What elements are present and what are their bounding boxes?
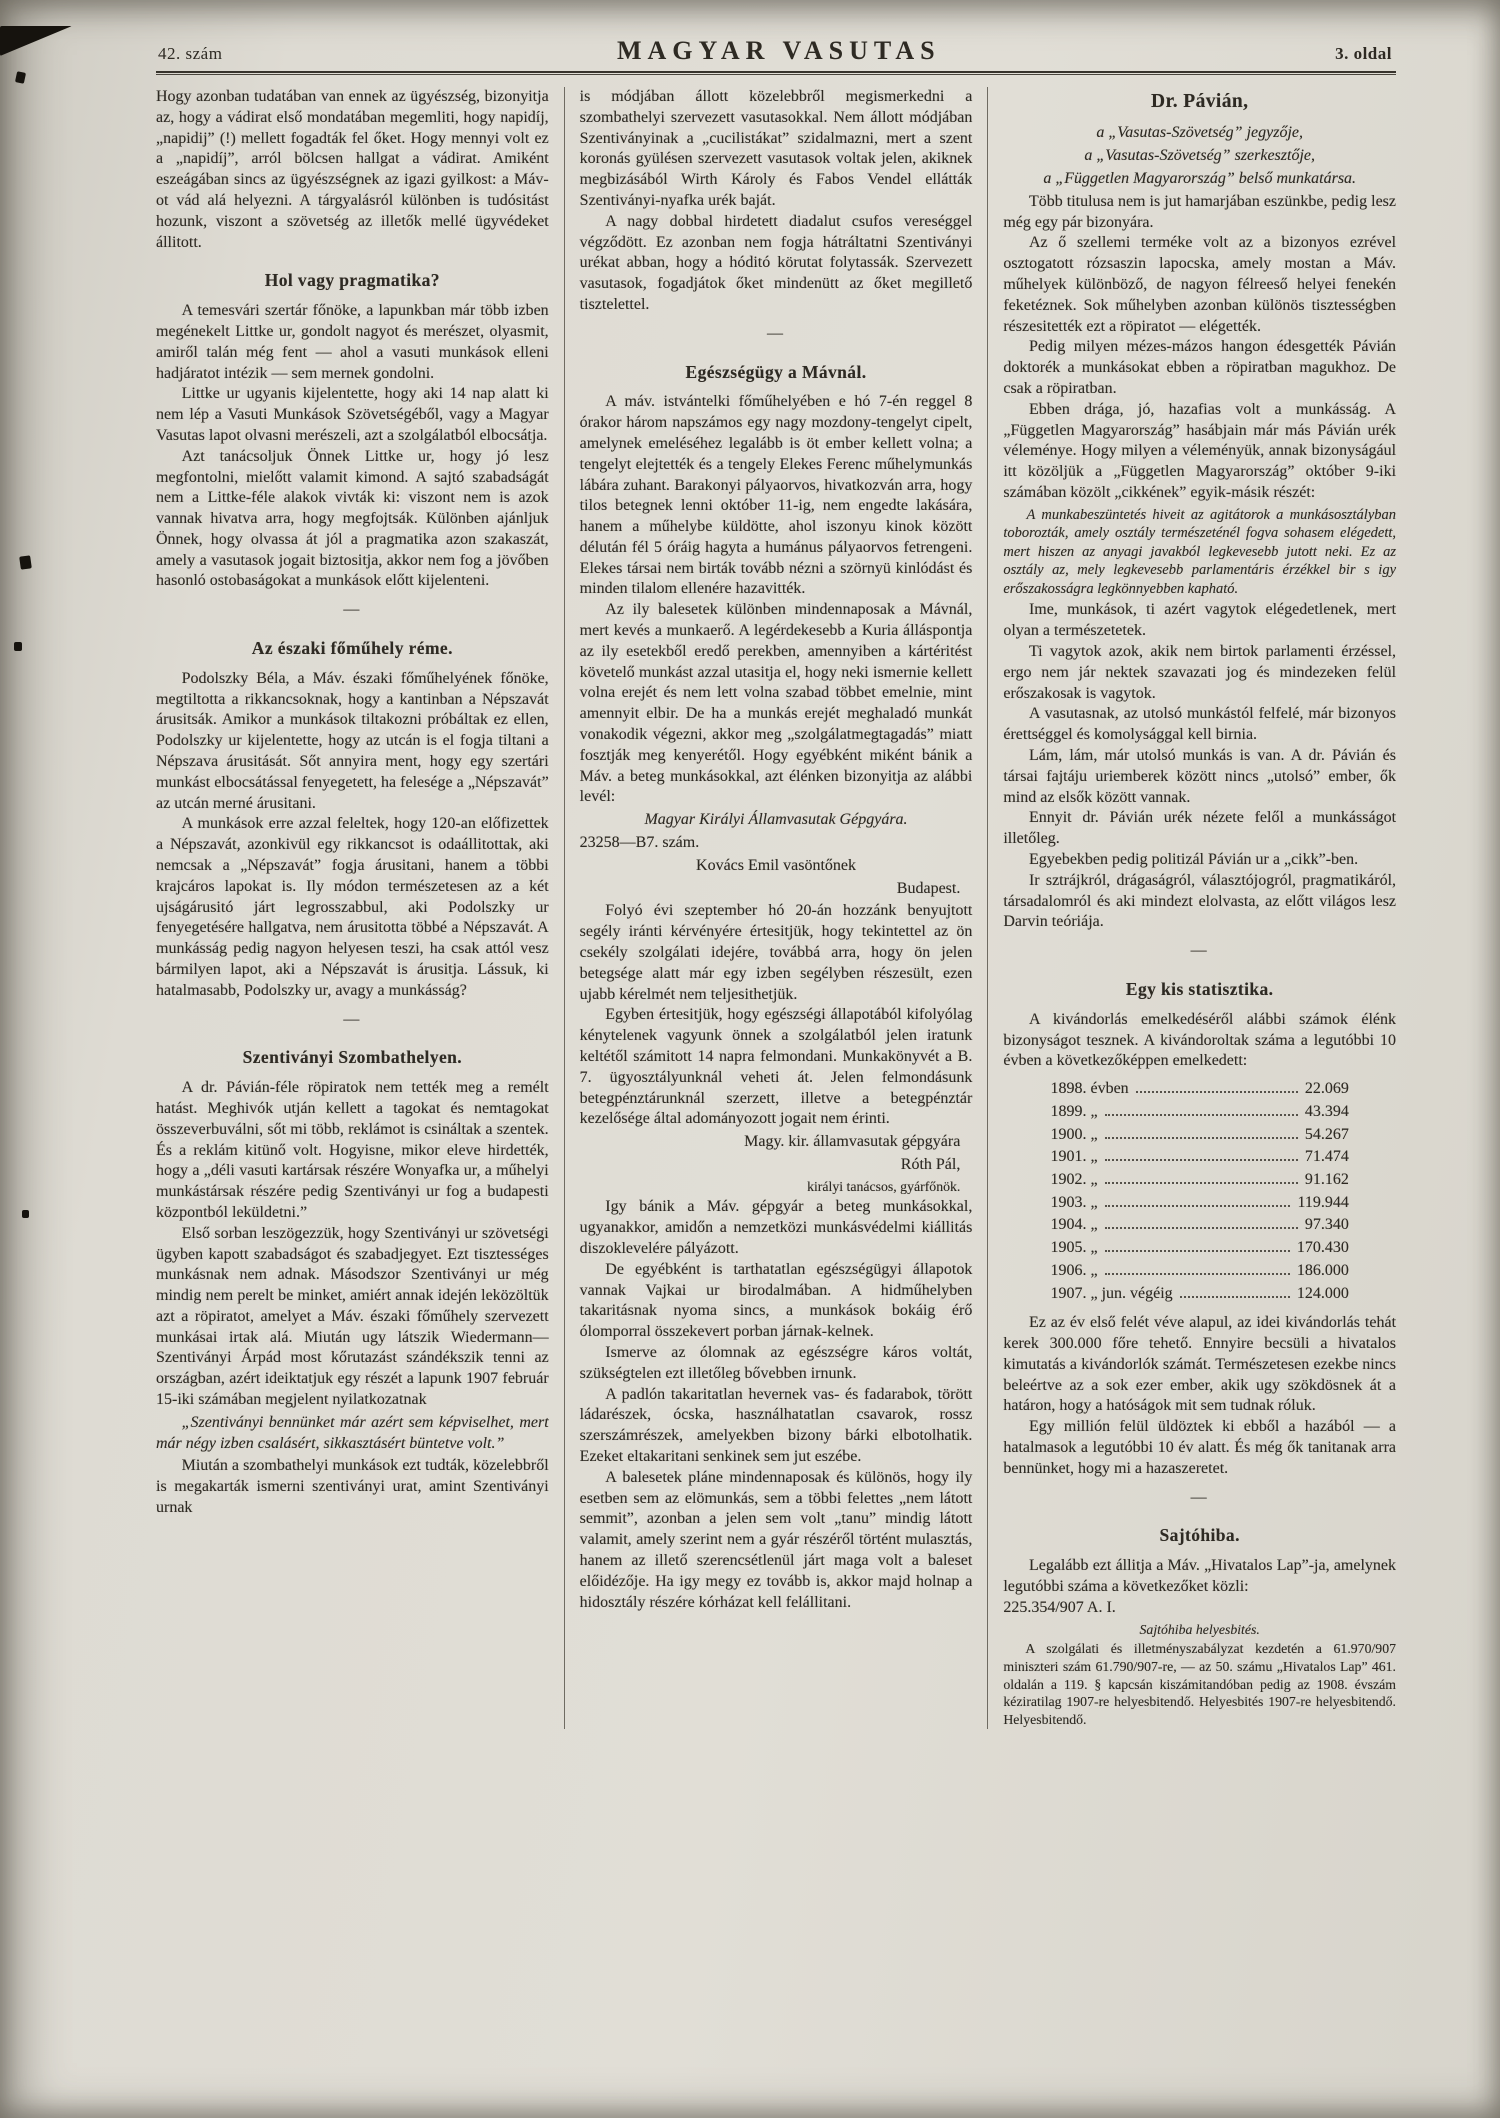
article-paragraph: Folyó évi szeptember hó 20-án hozzánk benyujtott segély iránti kérvényére értesitjük, hogy tekintettel az ön csekély szolgálati idejére, továbbá arra, hogy ön jelen betegsége alatt már egy izben segélyben részesült, ezen ujabb kérelmét nem teljesithetjük. (579, 902, 973, 1003)
scan-artifact (19, 555, 32, 569)
section-separator: — (1190, 1488, 1209, 1506)
article-columns (156, 87, 1396, 1729)
article-heading: Hol vagy pragmatika? (264, 270, 440, 291)
stat-year: 1900. „ (1050, 1125, 1098, 1143)
centered-line: Kovács Emil vasöntőnek (696, 856, 856, 874)
stat-value: 43.394 (1304, 1102, 1349, 1120)
dot-leader (1105, 1250, 1290, 1252)
article-paragraph: A munkások erre azzal feleltek, hogy 120-an előfizettek a Népszavát, azonkivül egy rikkancsot is odaállitottak, aki nemcsak a „Népszavát” fogja árusitani, hanem a többi krajcáros lapokat is. Ily módon természetesen az a két ujságárusitó járt legrosszabbul, aki Podolszky ur fenyegetésére hallgatva, nem árusitotta többé a Népszavát. A munkásság pedig nagyon helyesen teszi, ha csak attól vesz bármilyen lapot, aki a Népszavát is árusitja. Lássuk, ki hatalmasabb, Podolszky ur, avagy a munkásság? (156, 815, 549, 999)
section-separator: — (767, 324, 785, 342)
article-paragraph: A szolgálati és illetményszabályzat kezdetén a 61.970/907 miniszteri szám 61.790/907-re, — az 50. számu „Hivatalos Lap” 461. oldalán a 119. § kapcsán kiszámitandóban pedig az 1908. évszám kéziratilag 1907-re helyesbitendő. Helyesbités 1907-re helyesbitendő. Helyesbitendő. (1003, 1641, 1397, 1727)
article-paragraph: Egy millión felül üldöztek ki ebből a hazából — a hatalmasok a legutóbbi 10 év alatt. És még ők tanitanak arra bennünket, hogy mi a hazaszeretet. (1003, 1418, 1397, 1477)
article-paragraph: A balesetek pláne mindennaposak és különös, hogy ily esetben sem az elömunkás, sem a többi felettes „nem látott semmit”, azonban a jelen sem volt „tanu” mindig látott valamit, amely szerint nem a gyár részéről történt mulasztás, hanem az illető szerencsétlenül járt maga volt a baleset előidézője. Ha igy megy ez tovább is, akkor majd holnap a hidosztály részére kórházat kell felállitani. (579, 1468, 973, 1611)
column-left (156, 87, 549, 1729)
centered-line: a „Vasutas-Szövetség” szerkesztője, (1084, 147, 1315, 165)
article-paragraph: Littke ur ugyanis kijelentette, hogy aki 14 nap alatt ki nem lép a Vasuti Munkások Szövetségéből, vagy a Magyar Vasutas lapot olvasni merészeli, azt a szolgálatból elbocsátja. (156, 385, 549, 444)
stat-row (1050, 1214, 1348, 1237)
article-paragraph: Ti vagytok azok, akik nem birtok parlamenti érzéssel, ergo nem jár nektek szavazati jog és mindezeken felül erőszakosak is vagytok. (1003, 643, 1397, 702)
scan-artifact (15, 71, 26, 84)
article-paragraph: Egyben értesitjük, hogy egészségi állapotából kifolyólag kénytelenek vagyunk önnek a szolgálatból jelen iratunk keltétől számitott 14 napra felmondani. Munkakönyvét a B. 7. ügyosztályunknál veheti át. Jelen felmondásunk betegpénztárunknál szerzett, illetve a betegpénztár kezelősége által adományozott jogait nem érinti. (579, 1006, 973, 1128)
article-paragraph: Ime, munkások, ti azért vagytok elégedetlenek, mert olyan a természetetek. (1003, 601, 1397, 640)
stat-row (1050, 1283, 1348, 1306)
article-paragraph: Hogy azonban tudatában van ennek az ügyészség, bizonyitja az, hogy a vádirat első mondatában megemliti, hogy napidíj, „napidij” (!) mellett fogadták fel őket. Hogy mennyi volt ez a „napidíj”, arról bölcsen hallgat a vádirat. Amiként eszeágában sincs az ügyészségnek az igazi gyilkost: a Máv-ot vád alá helyezni. A tárgyalásról különben is tudósitást hozunk, viszont a szövetség az illetők mellé ügyvédeket állitott. (156, 88, 549, 251)
right-aligned-line: Magy. kir. államvasutak gépgyára (744, 1133, 961, 1151)
right-aligned-line: Budapest. (896, 879, 961, 897)
article-heading: Egészségügy a Mávnál. (685, 361, 867, 382)
stat-value: 54.267 (1304, 1125, 1349, 1143)
stat-year: 1906. „ (1050, 1261, 1098, 1279)
article-paragraph: Podolszky Béla, a Máv. északi főműhelyének főnöke, megtiltotta a rikkancsoknak, hogy a kantinban a Népszavát árusitsák. Amikor a munkások tiltakozni próbáltak ez ellen, Podolszky ur kijelentette, hogy az utcán is el fogja tiltani a Népszava árusitását. Sőt annyira ment, hogy egy szertári munkást elbocsátással fenyegetett, ha felesége a „Népszavát” az utcán merné árusitani. (156, 669, 549, 812)
stat-value: 124.000 (1296, 1284, 1349, 1302)
emigration-statistics (1050, 1078, 1348, 1305)
masthead-rule (156, 71, 1396, 75)
dot-leader (1105, 1182, 1298, 1184)
stat-year: 1901. „ (1050, 1148, 1098, 1166)
article-paragraph: is módjában állott közelebbről megismerkedni a szombathelyi szervezett vasutasokkal. Nem állott módjában Szentiványinak a „cucilistákat” szidalmazni, mert a szent koronás gyülésen szervezett vasutasok voltak jelen, akiknek megbizásából Wirth Károly és Fabos Vendel ellátták Szentiványi-nyafka urék baját. (579, 88, 973, 209)
section-separator: — (1190, 942, 1209, 960)
article-paragraph: A dr. Pávián-féle röpiratok nem tették meg a remélt hatást. Meghivók utján kellett a tagokat és nemtagokat összeverbuválni, sőt mi több, reklámot is csináltak a szentek. És a reklám kitünő volt. Hogyisne, mikor eleve hirdették, hogy a „déli vasuti kartársak részére Wonyafka ur, a műhelyi munkástársak részére pedig Szentiványi ur fog a budapesti központból leküldetni.” (156, 1079, 549, 1221)
article-paragraph: A máv. istvántelki főműhelyében e hó 7-én reggel 8 órakor három napszámos egy nagy mozdony-tengelyt cipelt, amelynek emeléséhez legalább is öt ember kellett volna; a tengelyt elejtették és a tengely Elekes Ferenc műhelymunkás lábára zuhant. Barakonyi pályaorvos, hivatkozván arra, hogy tilos betegnek lenni október 11-ig, nem engedte lakására, hanem a műhelybe küldötte, ahol iszonyu kinok között délután fél 5 óráig hagyta a humánus pályaorvos fetrengeni. Elekes társai nem birták tovább nézni a szörnyü kinlódást és minden tilalom ellenére hazavitték. (579, 393, 973, 598)
stat-row (1050, 1101, 1348, 1124)
article-heading: Szentiványi Szombathelyen. (242, 1047, 463, 1068)
article-paragraph: Lám, lám, már utolsó munkás is van. A dr. Pávián és társai fajtáju uriemberek között nincs „utolsó” ember, ők mind az elsők között vannak. (1003, 747, 1397, 806)
article-paragraph: Ir sztrájkról, drágaságról, választójogról, pragmatikáról, társadalomról és aki mindezt elolvasta, az előtt világos lesz Darvin teóriája. (1003, 871, 1397, 931)
centered-line: Magyar Királyi Államvasutak Gépgyára. (644, 811, 908, 829)
stat-row (1050, 1237, 1348, 1260)
article-paragraph: Az ily balesetek különben mindennaposak a Mávnál, mert kevés a munkaerő. A legérdekesebb a Kuria álláspontja az ily esetekből eredő perekben, amennyiben a kártéritést követelő munkást azzal utasitja el, hogy neki ismernie kellett volna erejét és nem lett volna szabad többet emelnie, mint amennyit elbir. De ha a munkás erejét meghaladó munkát vonakodik végezni, akkor meg „szolgálatmegtagadás” miatt fosztják meg kenyerétől. Hogy egyébként miként bánik a Máv. a beteg munkásokkal, azt élénken bizonyitja az alábbi levél: (579, 601, 973, 806)
dot-leader (1105, 1159, 1298, 1161)
stat-value: 170.430 (1296, 1239, 1349, 1257)
dot-leader (1105, 1227, 1298, 1229)
newspaper-title: MAGYAR VASUTAS (616, 36, 941, 65)
article-paragraph: Azt tanácsoljuk Önnek Littke ur, hogy jó lesz megfontolni, mielőtt valamit kimond. A sajtó szabadságát nem a Littke-féle alakok vivták ki: viszont nem is azok vannak hivatva arra, hogy megfojtsák. Különben ajánljuk Önnek, hogy olvassa át jól a pragmatika azon szakaszát, amely a vasutasok jogait biztositja, akkor nem fog a jövőben hasonló ostobaságokat a munkások előtt kijelenteni. (156, 447, 549, 590)
dot-leader (1105, 1205, 1291, 1207)
scan-artifact (14, 642, 22, 651)
stat-value: 71.474 (1304, 1148, 1349, 1166)
stat-value: 186.000 (1296, 1261, 1349, 1279)
stat-value: 119.944 (1297, 1193, 1349, 1211)
stat-year: 1902. „ (1050, 1170, 1098, 1188)
page-number: 3. oldal (1335, 44, 1392, 63)
article-paragraph: Első sorban leszögezzük, hogy Szentiványi ur szövetségi ügyben kapott szabadságot és szabadjegyet. Ezt tisztességes munkásnak nem adnak. Másodszor Szentiványi ur még mindig nem perelt be minket, amiért annak idején leközöltük azt a röpiratot, amelyet a Máv. északi főműhely szervezett munkásai irtak alá. Miután ugy látszik Wiedermann—Szentiványi Árpád most kőrutazást szándékszik tenni az országban, azért ideiktatjuk egy részét a lapunk 1907 február 15-iki számában megjelent nyilatkozatnak (156, 1224, 549, 1409)
article-paragraph: Több titulusa nem is jut hamarjában eszünkbe, pedig lesz még egy pár bizonyára. (1003, 192, 1397, 231)
article-heading: Egy kis statisztika. (1125, 978, 1274, 999)
stat-row (1050, 1146, 1348, 1169)
article-paragraph: Ennyit dr. Pávián urék nézete felől a munkásságot illetőleg. (1003, 809, 1397, 848)
stat-value: 22.069 (1304, 1080, 1349, 1098)
stat-value: 97.340 (1304, 1216, 1349, 1234)
article-paragraph: 23258—B7. szám. (579, 834, 700, 852)
stat-year: 1905. „ (1050, 1239, 1098, 1257)
stat-row (1050, 1078, 1348, 1101)
article-paragraph: De egyébként is tarthatatlan egészségügyi állapotok vannak Vajkai ur birodalmában. A hidműhelyben takaritásnak nyoma sincs, a munkások bokáig érő ólomporral összekevert porban járnak-kelnek. (579, 1260, 973, 1341)
dot-leader (1136, 1091, 1298, 1093)
right-aligned-line: Róth Pál, (900, 1156, 961, 1173)
issue-number: 42. szám (158, 44, 223, 63)
article-paragraph: Igy bánik a Máv. gépgyár a beteg munkásokkal, ugyanakkor, amidőn a nemzetközi munkásvédelmi kiállitás diszoklevelére pályázott. (579, 1198, 973, 1258)
article-paragraph: Ismerve az ólomnak az egészségre káros voltát, szükségtelen ezt illetőleg bővebben irnunk. (579, 1344, 973, 1382)
article-paragraph: Az ő szellemi terméke volt az a bizonyos ezrével osztogatott rózsaszin lapocska, amely mostan a Máv. műhelyek különböző, de nagyon félreeső helyei fenekén feketéznek. Sok műhelyben azonban különös tisztességben részesitették ezt a röpiratot — elégették. (1003, 234, 1397, 335)
centered-line: a „Független Magyarország” belső munkatársa. (1043, 169, 1357, 187)
article-paragraph: Egyebekben pedig politizál Pávián ur a „cikk”-ben. (1028, 850, 1359, 868)
centered-line: Sajtóhiba helyesbités. (1139, 1621, 1260, 1637)
article-paragraph: Pedig milyen mézes-mázos hangon édesgették Pávián doktorék a munkásokat ebben a röpiratban magukhoz. De csak a röpiratban. (1003, 338, 1397, 397)
scan-artifact (22, 1210, 29, 1218)
article-paragraph: A vasutasnak, az utolsó munkástól felfelé, már bizonyos érettséggel és komolysággal kell birnia. (1003, 705, 1397, 744)
stat-row (1050, 1260, 1348, 1283)
dot-leader (1105, 1114, 1298, 1116)
article-paragraph: Miután a szombathelyi munkások ezt tudták, közelebbről is megakarták ismerni szentiványi urat, amint Szentiványi urnak (156, 1457, 549, 1517)
stat-year: 1899. „ (1050, 1102, 1098, 1120)
right-aligned-line: királyi tanácsos, gyárfőnök. (807, 1178, 961, 1194)
article-paragraph: A nagy dobbal hirdetett diadalut csufos vereséggel végződött. Ez azonban nem fogja hátráltatni Szentiványi urékat abban, hogy a hóditó körutat folytassák. Szervezett vasutasok, fogadjátok őket mindenütt az őket megillető tisztelettel. (579, 212, 973, 313)
stat-row (1050, 1192, 1348, 1215)
article-heading: Sajtóhiba. (1159, 1525, 1240, 1546)
article-paragraph: Legalább ezt állitja a Máv. „Hivatalos Lap”-ja, amelynek legutóbbi száma a következőket közli: (1003, 1557, 1397, 1596)
article-paragraph: Ebben drága, jó, hazafias volt a munkásság. A „Független Magyarország” hasábjain már más Pávián urék véleménye. Hogy milyen a véleményük, annak bizonyságául itt közöljük a „Független Magyarország” október 9-iki számában közölt „cikkének” egyik-másik részét: (1003, 400, 1397, 501)
quoted-text: „Szentiványi bennünket már azért sem képviselhet, mert már négy izben csalásért, sikkasztásért büntetve volt.” (156, 1413, 549, 1452)
article-paragraph: A temesvári szertár főnöke, a lapunkban már több izben megénekelt Littke ur, gondolt nagyot és merészet, olyasmit, amiről talán még fent — ahol a vasuti munkások elleni hadjáratot intézik — sem mernek gondolni. (156, 302, 549, 382)
column-middle (564, 87, 973, 1729)
scan-artifact (0, 26, 72, 56)
stat-year: 1903. „ (1050, 1193, 1098, 1211)
article-paragraph: Ez az év első felét véve alapul, az idei kivándorlás tehát kerek 300.000 főre tehető. Ennyire becsüli a hivatalos kimutatás a kivándorlók számát. Természetesen ezekbe nincs beleértve az a sok ezer ember, akik ugy szökdösnek át a határon, hogy a hatóságok mit sem tudnak róluk. (1003, 1314, 1397, 1415)
dot-leader (1105, 1273, 1290, 1275)
stat-year: 1898. évben (1050, 1080, 1129, 1098)
article-heading: Dr. Pávián, (1150, 91, 1249, 112)
stat-year: 1907. „ jun. végéig (1050, 1284, 1173, 1302)
article-paragraph: 225.354/907 A. I. (1003, 1598, 1116, 1616)
article-paragraph: A padlón takaritatlan hevernek vas- és fadarabok, törött ládarészek, ócska, használhatatlan csavarok, rossz szerszámrészek, amelyekben bizony bárki elbotolhatik. Ezeket eltakaritani senkinek sem jut eszébe. (579, 1385, 973, 1466)
stat-row (1050, 1124, 1348, 1147)
section-separator: — (343, 1010, 362, 1028)
stat-value: 91.162 (1304, 1170, 1349, 1188)
quoted-text: A munkabeszüntetés hiveit az agitátorok a munkásosztályban toborozták, amely osztály természeténél fogva sohasem elégedett, mert hiszen az anyagi javakból legkevesebb jutott neki. Ez az osztály az, mely legkevesebb parlamentáris érzékkel bir s igy erőszakosságra legkönnyebben kapható. (1003, 506, 1397, 597)
article-heading: Az északi főműhely réme. (251, 638, 453, 659)
stat-row (1050, 1169, 1348, 1192)
column-right (987, 87, 1396, 1729)
article-paragraph: A kivándorlás emelkedéséről alábbi számok élénk bizonyságot tesznek. A kivándoroltak száma a legutóbbi 10 évben a következőképpen emelkedett: (1003, 1010, 1397, 1070)
masthead (156, 36, 1396, 71)
centered-line: a „Vasutas-Szövetség” jegyzője, (1096, 124, 1303, 142)
dot-leader (1180, 1296, 1290, 1298)
dot-leader (1105, 1137, 1298, 1139)
section-separator: — (343, 601, 362, 619)
stat-year: 1904. „ (1050, 1216, 1098, 1234)
